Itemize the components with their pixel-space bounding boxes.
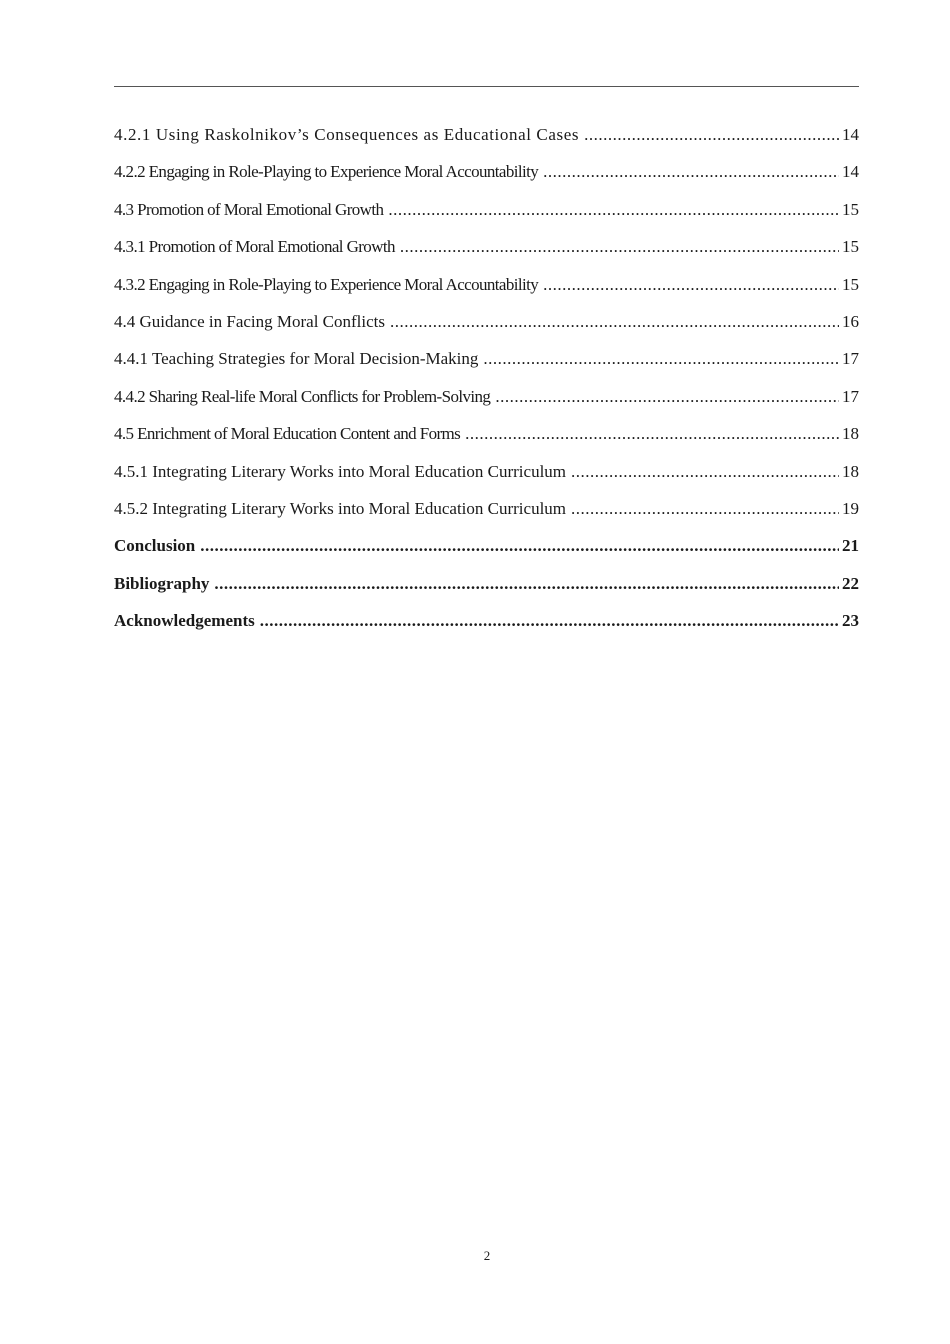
toc-entry-page: 15 <box>842 199 859 219</box>
toc-dot-leader <box>584 124 839 146</box>
toc-entry-label: 4.3.1 Promotion of Moral Emotional Growth <box>114 237 395 257</box>
toc-entry-label: 4.3 Promotion of Moral Emotional Growth <box>114 199 384 219</box>
toc-dot-leader <box>200 535 839 557</box>
toc-entry[interactable] <box>114 199 859 236</box>
toc-dot-leader <box>390 311 839 333</box>
toc-entry[interactable] <box>114 461 859 498</box>
toc-dot-leader <box>495 386 839 408</box>
toc-dot-leader <box>465 423 839 445</box>
page-number: 2 <box>483 1248 491 1263</box>
toc-dot-leader <box>260 610 839 632</box>
toc-entry[interactable] <box>114 498 859 535</box>
toc-entry-page: 14 <box>842 125 859 144</box>
toc-dot-leader <box>543 161 839 183</box>
table-of-contents <box>114 124 859 647</box>
toc-entry[interactable] <box>114 311 859 348</box>
toc-entry[interactable] <box>114 274 859 311</box>
toc-entry-conclusion[interactable] <box>114 535 859 572</box>
toc-entry-page: 18 <box>842 461 859 481</box>
toc-entry-page: 18 <box>842 424 859 444</box>
toc-entry[interactable] <box>114 124 859 161</box>
toc-entry-acknowledgements[interactable] <box>114 610 859 647</box>
toc-entry-label: 4.4 Guidance in Facing Moral Conflicts <box>114 311 386 331</box>
toc-entry-page: 15 <box>842 237 859 257</box>
toc-entry-page: 16 <box>842 311 859 331</box>
toc-dot-leader <box>571 498 839 520</box>
toc-entry-page: 17 <box>842 386 859 406</box>
toc-entry-page: 14 <box>842 162 859 182</box>
header-rule <box>114 86 859 87</box>
toc-dot-leader <box>483 348 839 370</box>
toc-dot-leader <box>214 573 839 595</box>
toc-dot-leader <box>388 199 839 221</box>
toc-entry-label: 4.5.2 Integrating Literary Works into Moral Education Curriculum <box>114 498 567 518</box>
toc-entry-page: 21 <box>842 536 859 556</box>
toc-entry-label: Bibliography <box>114 573 210 593</box>
toc-entry-label: 4.4.2 Sharing Real-life Moral Conflicts for Problem-Solving <box>114 386 491 406</box>
toc-entry-page: 23 <box>842 611 859 631</box>
toc-entry-page: 17 <box>842 349 859 369</box>
toc-entry-label: 4.5.1 Integrating Literary Works into Moral Education Curriculum <box>114 461 567 481</box>
toc-entry-label: Conclusion <box>114 536 196 556</box>
toc-entry-label: 4.2.1 Using Raskolnikov’s Consequences as Educational Cases <box>114 125 580 144</box>
toc-dot-leader <box>400 236 839 258</box>
toc-entry-label: 4.5 Enrichment of Moral Education Content and Forms <box>114 424 461 444</box>
toc-entry[interactable] <box>114 236 859 273</box>
toc-entry[interactable] <box>114 348 859 385</box>
toc-entry-page: 15 <box>842 274 859 294</box>
toc-entry-page: 19 <box>842 498 859 518</box>
toc-dot-leader <box>543 274 839 296</box>
toc-entry[interactable] <box>114 386 859 423</box>
toc-entry[interactable] <box>114 161 859 198</box>
toc-entry-label: 4.2.2 Engaging in Role-Playing to Experience Moral Accountability <box>114 162 539 182</box>
toc-entry-bibliography[interactable] <box>114 573 859 610</box>
toc-dot-leader <box>571 461 839 483</box>
toc-entry-label: 4.4.1 Teaching Strategies for Moral Decision-Making <box>114 349 479 369</box>
toc-entry-page: 22 <box>842 573 859 593</box>
toc-entry[interactable] <box>114 423 859 460</box>
toc-entry-label: 4.3.2 Engaging in Role-Playing to Experience Moral Accountability <box>114 274 539 294</box>
toc-entry-label: Acknowledgements <box>114 611 255 631</box>
